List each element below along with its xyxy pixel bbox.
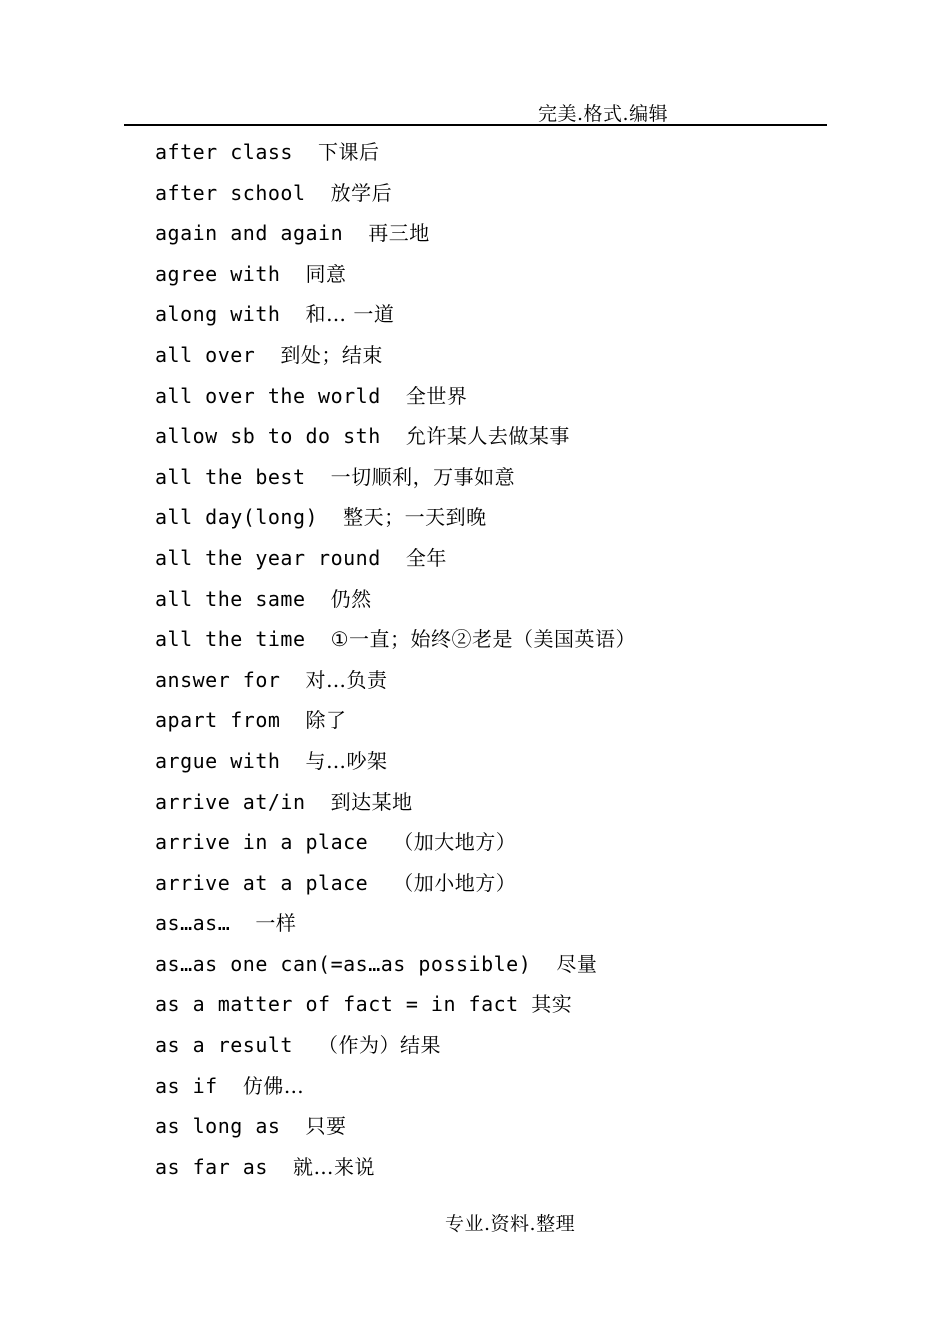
phrase-chinese: 同意	[305, 261, 347, 286]
list-item	[155, 376, 636, 417]
phrase-english: as long as	[155, 1114, 281, 1139]
list-item	[155, 254, 636, 295]
phrase-chinese: 全年	[405, 545, 447, 570]
list-item	[155, 782, 636, 823]
phrase-english: as a matter of fact = in fact	[155, 992, 519, 1017]
phrase-chinese: 整天；一天到晚	[343, 505, 487, 530]
phrase-chinese: 允许某人去做某事	[405, 424, 570, 449]
list-item	[155, 132, 636, 173]
phrase-chinese: 全世界	[405, 383, 468, 408]
phrase-chinese: 仍然	[330, 586, 372, 611]
phrase-english: after class	[155, 140, 293, 164]
list-item	[155, 579, 636, 620]
list-item	[155, 497, 636, 538]
phrase-english: apart from	[155, 708, 281, 733]
phrase-chinese: （加小地方）	[393, 870, 517, 895]
phrase-english: agree with	[155, 261, 281, 286]
phrase-english: argue with	[155, 748, 281, 773]
phrase-english: as far as	[155, 1154, 268, 1179]
phrase-chinese: 再三地	[368, 221, 430, 246]
phrase-chinese: 与…吵架	[305, 748, 388, 773]
phrase-english: after school	[155, 180, 306, 205]
phrase-chinese: 除了	[305, 708, 347, 733]
list-item	[155, 741, 636, 782]
phrase-chinese: 下课后	[318, 140, 380, 164]
phrase-english: all the time	[155, 627, 306, 652]
list-item	[155, 619, 636, 660]
phrase-chinese: 尽量	[556, 951, 598, 976]
list-item	[155, 538, 636, 579]
phrase-english: arrive in a place	[155, 830, 369, 855]
phrase-chinese: 只要	[305, 1114, 347, 1139]
list-item	[155, 1066, 636, 1107]
phrase-english: all the year round	[155, 545, 381, 570]
page-footer: 专业.资料.整理	[445, 1213, 576, 1235]
phrase-chinese: （作为）结果	[318, 1033, 442, 1058]
list-item	[155, 1025, 636, 1066]
phrase-english: all the best	[155, 464, 306, 489]
phrase-english: allow sb to do sth	[155, 424, 381, 449]
phrase-english: as a result	[155, 1033, 293, 1058]
list-item	[155, 944, 636, 985]
list-item	[155, 863, 636, 904]
list-item	[155, 294, 636, 335]
phrase-chinese: 一样	[255, 911, 297, 936]
list-item	[155, 213, 636, 254]
phrase-chinese: 对…负责	[305, 667, 388, 692]
list-item	[155, 173, 636, 214]
list-item	[155, 416, 636, 457]
list-item	[155, 660, 636, 701]
phrase-chinese: 就…来说	[292, 1154, 375, 1179]
phrase-chinese: ①一直；始终②老是（美国英语）	[330, 627, 637, 652]
phrase-chinese: 到处；结束	[280, 342, 383, 367]
list-item	[155, 984, 636, 1025]
phrase-chinese: 仿佛…	[242, 1073, 305, 1098]
list-item	[155, 903, 636, 944]
phrase-english: all the same	[155, 586, 306, 611]
phrase-english: along with	[155, 302, 281, 327]
header-divider	[124, 124, 827, 126]
list-item	[155, 1147, 636, 1188]
list-item	[155, 700, 636, 741]
phrase-english: as…as…	[155, 911, 231, 936]
phrase-chinese: 和… 一道	[305, 302, 395, 327]
phrase-english: arrive at a place	[155, 870, 369, 895]
list-item	[155, 457, 636, 498]
phrase-chinese: 其实	[531, 992, 573, 1017]
phrase-list	[155, 132, 636, 1187]
phrase-chinese: 到达某地	[330, 789, 413, 814]
phrase-english: arrive at/in	[155, 789, 306, 814]
phrase-chinese: （加大地方）	[393, 830, 517, 855]
phrase-english: as if	[155, 1073, 218, 1098]
list-item	[155, 1106, 636, 1147]
phrase-english: answer for	[155, 667, 281, 692]
phrase-english: all day(long)	[155, 505, 319, 530]
list-item	[155, 822, 636, 863]
page-header: 完美.格式.编辑	[538, 103, 669, 125]
phrase-chinese: 放学后	[330, 180, 393, 205]
phrase-english: again and again	[155, 221, 344, 246]
phrase-english: all over the world	[155, 383, 381, 408]
phrase-chinese: 一切顺利，万事如意	[330, 464, 516, 489]
list-item	[155, 335, 636, 376]
phrase-english: all over	[155, 342, 256, 367]
phrase-english: as…as one can(=as…as possible)	[155, 951, 532, 976]
